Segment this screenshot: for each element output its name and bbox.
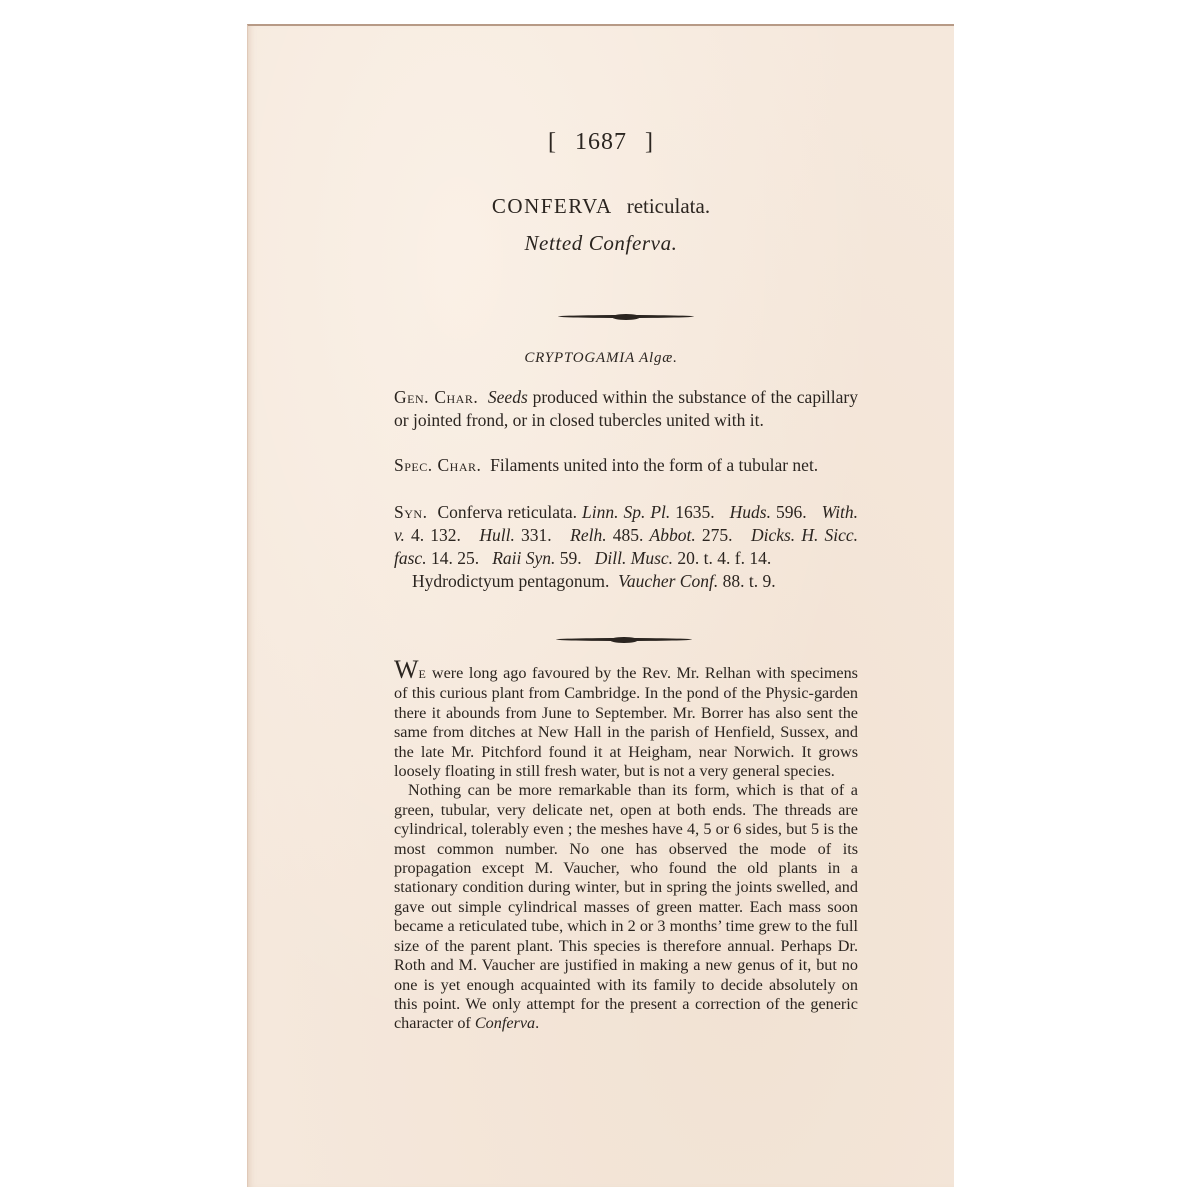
title-genus: CONFERVA — [491, 194, 613, 218]
syn-ref-author: Abbot. — [649, 525, 696, 545]
bracket-right: ] — [645, 129, 654, 155]
syn-ref-author: Dicks. H. Sicc. fasc. — [394, 525, 859, 568]
common-name: Netted Conferva. — [524, 231, 678, 255]
page-title — [248, 194, 954, 219]
title-species: reticulata. — [626, 194, 711, 218]
document-page — [247, 24, 954, 1187]
syn-line2-ref: 88. t. 9. — [722, 571, 776, 591]
small-cap: E — [418, 667, 427, 681]
syn-ref-author: Dill. Musc. — [594, 548, 674, 568]
generic-character — [394, 386, 858, 432]
spec-char-text: Filaments united into the form of a tubular net. — [490, 455, 819, 475]
syn-ref-value: 20. t. 4. f. 14. — [677, 548, 772, 568]
plate-number-value: 1687 — [575, 129, 627, 155]
syn-ref-value: 59. — [559, 548, 582, 568]
classification: CRYPTOGAMIA Algæ. — [524, 350, 678, 366]
syn-ref-value: 1635. — [675, 502, 715, 522]
syn-label: Syn. — [394, 502, 428, 522]
syn-ref-value: 4. 132. — [411, 525, 461, 545]
syn-line2-author: Vaucher Conf. — [618, 571, 719, 591]
bracket-left: [ — [548, 129, 557, 155]
body-text — [394, 655, 858, 1034]
syn-ref-author: Relh. — [570, 525, 607, 545]
syn-ref-value: 331. — [521, 525, 552, 545]
syn-line1: Conferva reticulata. — [437, 502, 578, 522]
drop-cap: W — [394, 655, 419, 684]
syn-ref-value: 485. — [612, 525, 644, 545]
paragraph-2-text: Nothing can be more remarkable than its form, which is that of a green, tubular, very delicate net, open at both ends. The threads are cylindrical, tolerably even ; the meshes have 4, 5 or 6 sides, but 5 is the most common number. No one has observed the mode of its propagation except M. Vaucher, who found the old plants in a stationary condition during winter, but in spring the joints swelled, and gave out simple cylindrical masses of green matter. Each mass soon became a reticulated tube, which in 2 or 3 months’ time grew to the full size of the parent plant. This species is therefore annual. Perhaps Dr. Roth and M. Vaucher are justified in making a new genus of it, but no one is yet enough acquainted with its family to decide absolutely on this point. We only attempt for the present a correction of the generic character of — [394, 781, 858, 1033]
syn-ref-author: Huds. — [729, 502, 771, 522]
gen-char-lead: Seeds — [487, 387, 528, 407]
gen-char-label: Gen. Char. — [394, 387, 479, 407]
syn-ref-value: 275. — [701, 525, 733, 545]
syn-ref-value: 596. — [775, 502, 807, 522]
paragraph-2-italic: Conferva — [474, 1014, 536, 1033]
paragraph-1-text: were long ago favoured by the Rev. Mr. Relhan with specimens of this curious plant from Cambridge. In the pond of the Physic-garden there it abounds from June to September. Mr. Borrer has also sent the same from ditches at New Hall in the parish of Henfield, Sussex, and the late Mr. Pitchford found it at Heigham, near Norwich. It grows loosely floating in still fresh water, but is not a very general species. — [394, 664, 858, 781]
ornamental-rule — [556, 638, 692, 641]
syn-ref-author: Linn. Sp. Pl. — [582, 502, 671, 522]
syn-ref-author: Raii Syn. — [492, 548, 556, 568]
syn-ref-author: Hull. — [479, 525, 515, 545]
paragraph — [394, 655, 858, 781]
syn-line2 — [394, 570, 858, 593]
syn-ref-author: With. v. — [394, 502, 859, 545]
plate-number — [248, 129, 954, 156]
paragraph-2-end: . — [535, 1014, 540, 1033]
paragraph — [394, 781, 858, 1033]
syn-ref-value: 14. 25. — [430, 548, 480, 568]
gen-char-text: produced within the substance of the capillary or jointed frond, or in closed tubercles united with it. — [394, 387, 858, 430]
ornamental-rule — [558, 315, 694, 318]
spec-char-label: Spec. Char. — [394, 455, 482, 475]
specific-character — [394, 454, 858, 477]
synonyms — [394, 501, 858, 593]
syn-line2-text: Hydrodictyum pentagonum. — [412, 571, 610, 591]
